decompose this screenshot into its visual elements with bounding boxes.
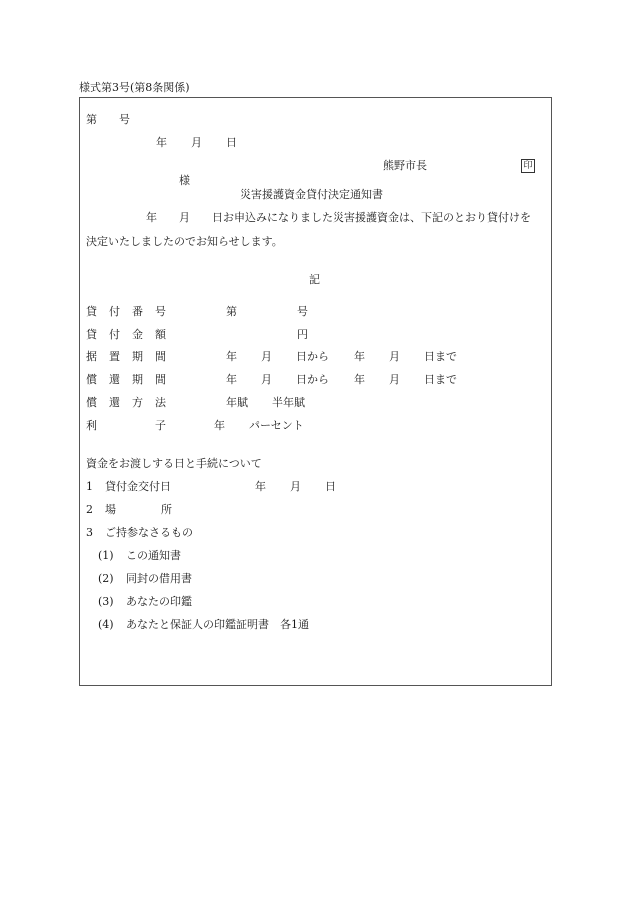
repayment-end-year: 年	[354, 373, 365, 386]
document-title: 災害援護資金貸付決定通知書	[240, 188, 383, 201]
sub-item-text: あなたの印鑑	[126, 595, 192, 608]
grace-start-year: 年	[226, 350, 237, 363]
loan-amount-char: 貸	[86, 328, 97, 341]
loan-amount-yen: 円	[297, 328, 308, 341]
number-go: 号	[119, 113, 130, 126]
item1-month: 月	[290, 480, 301, 493]
item1-label: 貸付金交付日	[105, 480, 171, 493]
repayment-period-char: 償	[86, 373, 97, 386]
sub-item-text: 同封の借用書	[126, 572, 192, 585]
grace-period-char: 期	[132, 350, 143, 363]
item1-year: 年	[255, 480, 266, 493]
grace-period-char: 置	[109, 350, 120, 363]
grace-end-day: 日まで	[424, 350, 457, 363]
loan-number-go: 号	[297, 305, 308, 318]
repayment-period-char: 還	[109, 373, 120, 386]
interest-year: 年	[214, 419, 225, 432]
loan-number-char: 番	[132, 305, 143, 318]
interest-ri: 利	[86, 419, 97, 432]
item2-ba: 場	[105, 503, 116, 516]
body-year: 年	[146, 211, 157, 224]
repayment-annual: 年賦	[226, 396, 248, 409]
grace-end-month: 月	[389, 350, 400, 363]
loan-amount-char: 額	[155, 328, 166, 341]
loan-amount-char: 金	[132, 328, 143, 341]
item2-sho: 所	[161, 503, 172, 516]
body-month: 月	[179, 211, 190, 224]
repayment-end-day: 日まで	[424, 373, 457, 386]
sub-item-number: (3)	[98, 595, 114, 608]
repayment-start-day: 日から	[296, 373, 329, 386]
interest-percent: パーセント	[249, 419, 304, 432]
loan-number-char: 付	[109, 305, 120, 318]
repayment-start-month: 月	[261, 373, 272, 386]
date-month: 月	[191, 136, 202, 149]
grace-period-char: 据	[86, 350, 97, 363]
sub-item-number: (1)	[98, 549, 114, 562]
loan-number-dai: 第	[226, 305, 237, 318]
number-dai: 第	[86, 113, 97, 126]
date-year: 年	[156, 136, 167, 149]
repayment-end-month: 月	[389, 373, 400, 386]
repayment-period-char: 間	[155, 373, 166, 386]
sub-item-text: この通知書	[126, 549, 181, 562]
item3-label: ご持参なさるもの	[105, 526, 193, 539]
grace-start-day: 日から	[296, 350, 329, 363]
date-day: 日	[226, 136, 237, 149]
item2-number: 2	[86, 503, 93, 516]
seal-mark: 印	[521, 159, 535, 173]
repayment-method-char: 法	[155, 396, 166, 409]
repayment-start-year: 年	[226, 373, 237, 386]
repayment-method-char: 方	[132, 396, 143, 409]
repayment-method-char: 還	[109, 396, 120, 409]
grace-start-month: 月	[261, 350, 272, 363]
repayment-semiannual: 半年賦	[272, 396, 305, 409]
procedure-heading: 資金をお渡しする日と手続について	[86, 457, 262, 470]
sub-item-text: あなたと保証人の印鑑証明書 各1通	[126, 618, 309, 631]
interest-shi: 子	[155, 419, 166, 432]
item3-number: 3	[86, 526, 93, 539]
addressee-sama: 様	[179, 174, 190, 187]
loan-amount-char: 付	[109, 328, 120, 341]
body-line1-rest: 日お申込みになりました災害援護資金は、下記のとおり貸付けを	[212, 211, 531, 224]
grace-period-char: 間	[155, 350, 166, 363]
sub-item-number: (2)	[98, 572, 114, 585]
grace-end-year: 年	[354, 350, 365, 363]
item1-day: 日	[325, 480, 336, 493]
repayment-method-char: 償	[86, 396, 97, 409]
sub-item-number: (4)	[98, 618, 114, 631]
form-label: 様式第3号(第8条関係)	[79, 81, 190, 94]
ki-heading: 記	[309, 273, 320, 286]
item1-number: 1	[86, 480, 93, 493]
loan-number-char: 貸	[86, 305, 97, 318]
loan-number-char: 号	[155, 305, 166, 318]
body-line2: 決定いたしましたのでお知らせします。	[86, 235, 283, 248]
issuer: 熊野市長	[383, 159, 427, 172]
repayment-period-char: 期	[132, 373, 143, 386]
